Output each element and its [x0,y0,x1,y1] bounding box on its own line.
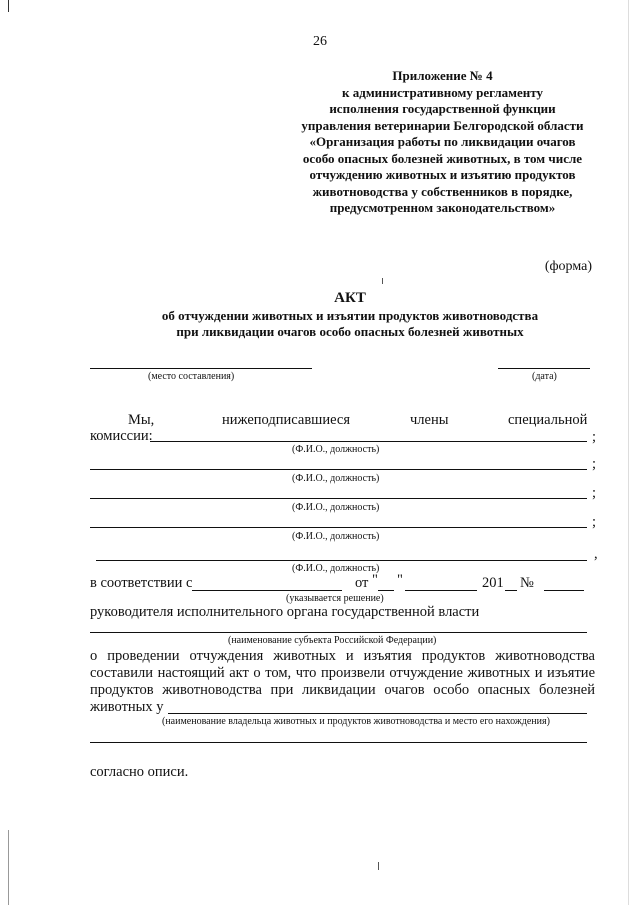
number-sign: № [520,575,534,591]
date-caption: (дата) [532,371,557,382]
page-number: 26 [313,34,327,49]
semicolon: ; [592,429,597,445]
appendix-line: управления ветеринарии Белгородской области [301,117,584,133]
act-subtitle [0,308,640,340]
fio-caption: (Ф.И.О., должность) [292,473,380,484]
speck-2 [378,862,379,870]
act-title: АКТ [334,290,366,306]
fio-caption: (Ф.И.О., должность) [292,531,380,542]
day-field-line[interactable] [378,590,394,591]
accordance-prefix: в соответствии с [90,575,193,591]
decision-caption: (указывается решение) [286,593,384,604]
semicolon: ; [592,456,597,472]
member-field-line[interactable] [150,441,587,442]
head-line: руководителя исполнительного органа государственной власти [90,604,480,620]
commission-word-4: специальной [508,412,588,428]
member-field-line[interactable] [90,527,587,528]
paragraph-line-4: животных у [90,699,164,715]
commission-label: комиссии: [90,428,153,444]
member-field-line[interactable] [90,469,587,470]
semicolon: ; [592,514,597,530]
margin-mark-bottom [8,830,9,905]
form-label: (форма) [544,259,592,274]
margin-mark-right [628,0,629,905]
owner-caption: (наименование владельца животных и продуктов животноводства и место его нахождения) [162,716,550,727]
semicolon: ; [592,485,597,501]
appendix-line: «Организация работы по ликвидации очагов [309,134,576,149]
place-caption: (место составления) [148,371,235,382]
closing-text: согласно описи. [90,764,189,780]
quote-open: " [372,572,378,588]
paragraph-line-3: продуктов животноводства при ликвидации очагов особо опасных болезней [90,682,595,698]
act-subtitle-line: при ликвидации очагов особо опасных болезней животных [176,324,524,339]
member-field-line[interactable] [90,498,587,499]
commission-word-3: члены [410,412,449,428]
commission-word-1: Мы, [128,412,155,428]
decision-field-line[interactable] [192,590,342,591]
subject-caption: (наименование субъекта Российской Федерации) [228,635,437,646]
year-field-line[interactable] [505,590,517,591]
quote-close: " [397,572,403,588]
margin-mark-top [8,0,9,12]
appendix-line: предусмотренном законодательством» [329,200,556,215]
appendix-line: исполнения государственной функции [329,101,556,116]
comma: , [594,546,598,562]
fio-caption: (Ф.И.О., должность) [292,444,380,455]
appendix-line: особо опасных болезней животных, в том числе [302,150,583,166]
subject-field-line[interactable] [90,632,587,633]
commission-word-2: нижеподписавшиеся [222,412,350,428]
paragraph-line-1: о проведении отчуждения животных и изъятия продуктов животноводства [90,648,595,664]
speck-1 [382,278,383,284]
appendix-header [290,68,595,217]
appendix-line: отчуждению животных и изъятию продуктов [309,167,576,182]
date-field-line[interactable] [498,368,590,369]
number-field-line[interactable] [544,590,584,591]
appendix-line: животноводства у собственников в порядке, [312,183,573,199]
appendix-line: к административному регламенту [342,84,543,100]
month-field-line[interactable] [405,590,477,591]
member-field-line[interactable] [96,560,587,561]
owner-field-line[interactable] [168,713,587,714]
paragraph-line-2: составили настоящий акт о том, что произвели отчуждение животных и изъятие [90,665,595,681]
appendix-line: Приложение № 4 [392,68,493,83]
fio-caption: (Ф.И.О., должность) [292,563,380,574]
place-field-line[interactable] [90,368,312,369]
act-subtitle-line: об отчуждении животных и изъятии продуктов животноводства [161,308,539,323]
fio-caption: (Ф.И.О., должность) [292,502,380,513]
from-label: от [355,575,369,591]
owner-extra-line[interactable] [90,742,587,743]
year-prefix: 201 [482,575,504,591]
